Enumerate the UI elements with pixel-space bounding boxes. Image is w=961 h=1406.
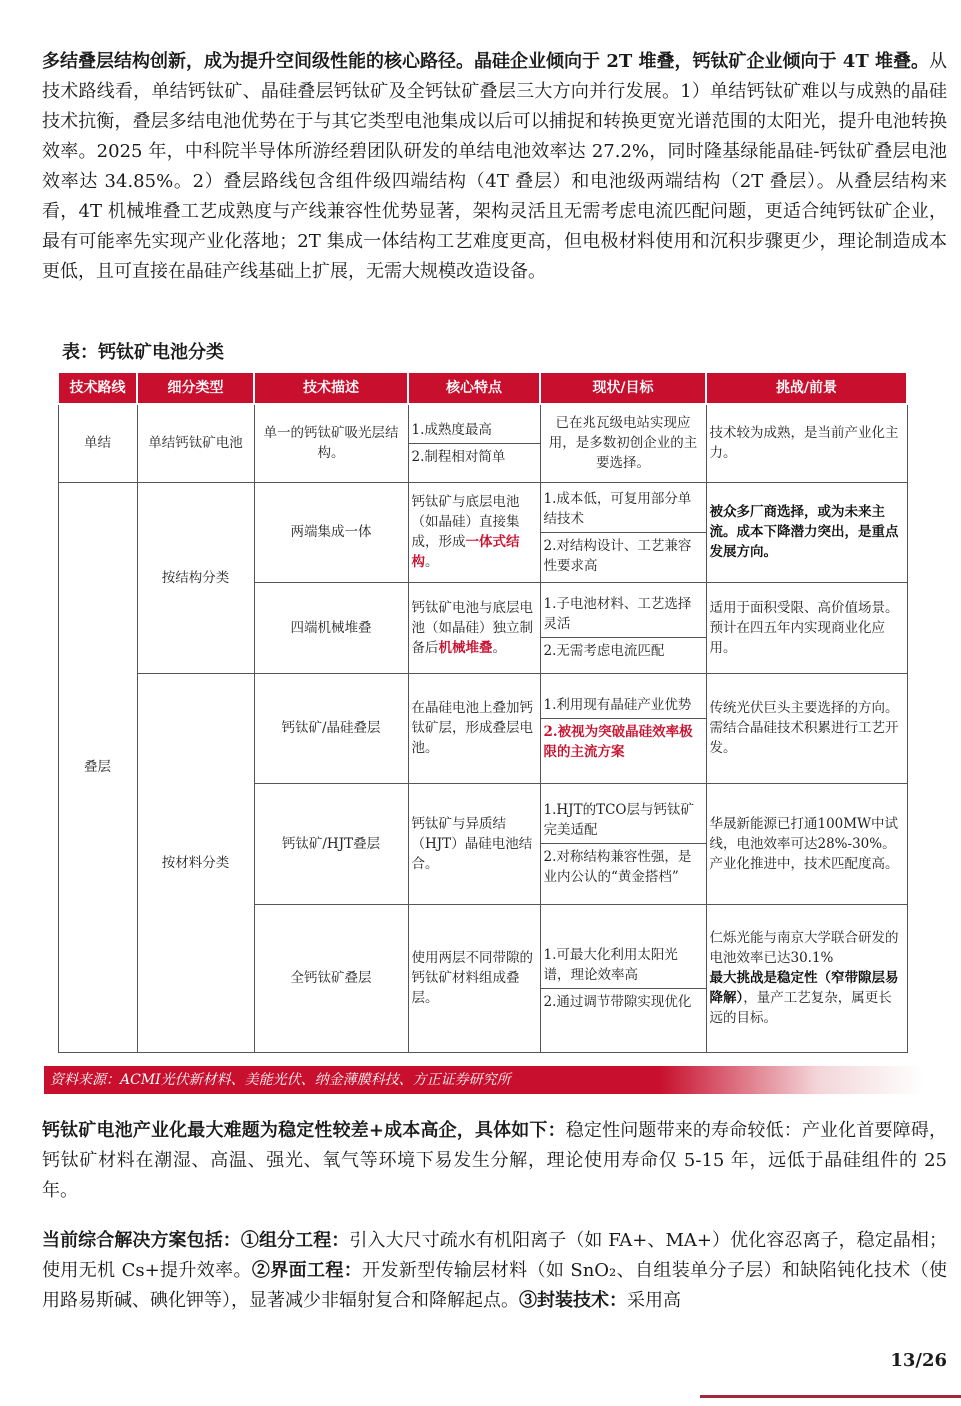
features-pero-si: [540, 673, 706, 783]
feature-1: 1.子电池材料、工艺选择灵活: [541, 591, 706, 638]
group-by-material: 按材料分类: [137, 673, 254, 1052]
feature-1: 1.成熟度最高: [409, 417, 540, 444]
type-pero-hjt: 钙钛矿/HJT叠层: [254, 783, 408, 904]
paragraph-stacking: [42, 47, 947, 287]
header-features: 核心特点: [408, 373, 540, 404]
features-four-terminal: [540, 582, 706, 673]
desc-highlight: 一体式结构: [411, 534, 520, 570]
footer-rule: [700, 1395, 961, 1398]
paragraph-challenges: [42, 1116, 947, 1206]
feature-2: 2.无需考虑电流匹配: [543, 643, 665, 659]
table-row-pero-si: [58, 673, 907, 783]
feature-1: 1.HJT的TCO层与钙钛矿完美适配: [541, 797, 706, 844]
challenge-highlight: 最大挑战是稳定性（窄带隙层易降解）: [709, 970, 899, 1006]
desc-text: 钙钛矿与底层电池（如晶硅）直接集成，形成: [411, 494, 520, 550]
features-pero-hjt: [540, 783, 706, 904]
desc-end: 。: [492, 639, 506, 656]
desc-four-terminal: [408, 582, 540, 673]
type-two-terminal: 两端集成一体: [254, 482, 408, 582]
desc-highlight: 机械堆叠: [438, 639, 493, 656]
perovskite-classification-table: [57, 373, 908, 1053]
feature-2: 2.通过调节带隙实现优化: [543, 993, 692, 1010]
status-single: 已在兆瓦级电站实现应用，是多数初创企业的主要选择。: [540, 404, 706, 482]
page-number: 13/26: [890, 1350, 947, 1371]
feature-2: 2.制程相对简单: [411, 448, 506, 465]
group-by-structure: 按结构分类: [137, 482, 254, 673]
challenge-end: ，量产工艺复杂，属更长远的目标。: [709, 990, 892, 1026]
header-subtype: 细分类型: [137, 373, 254, 404]
features-single: [408, 404, 540, 482]
features-all-pero: [540, 904, 706, 1052]
solution-text-2: 开发新型传输层材料（如 SnO₂、自组装单分子层）和缺陷钝化技术（使用路易斯碱、碘化钾等），显著减少非辐射复合和降解起点。: [42, 1260, 947, 1311]
paragraph-lead: 钙钛矿电池产业化最大难题为稳定性较差+成本高企，具体如下：: [42, 1120, 566, 1141]
type-single: 单结钙钛矿电池: [137, 404, 254, 482]
challenge-four-terminal: 适用于面积受限、高价值场景。预计在四五年内实现商业化应用。: [706, 582, 907, 673]
feature-1: 1.利用现有晶硅产业优势: [541, 692, 706, 719]
paragraph-lead: 当前综合解决方案包括：: [42, 1230, 241, 1251]
source-bar: 资料来源：ACMI光伏新材料、美能光伏、纳金薄膜科技、方正证券研究所: [44, 1066, 924, 1094]
header-challenge: 挑战/前景: [706, 373, 907, 404]
route-stack: 叠层: [58, 482, 137, 1052]
features-two-terminal: [540, 482, 706, 582]
feature-1: 1.可最大化利用太阳光谱，理论效率高: [541, 942, 706, 989]
table-header-row: [58, 373, 907, 404]
paragraph-lead: 多结叠层结构创新，成为提升空间级性能的核心路径。晶硅企业倾向于 2T 堆叠，钙钛矿企业倾向于 4T 堆叠。: [42, 51, 929, 72]
table-row-two-terminal: [58, 482, 907, 582]
header-route: 技术路线: [58, 373, 137, 404]
desc-pero-si: 在晶硅电池上叠加钙钛矿层，形成叠层电池。: [408, 673, 540, 783]
feature-2: 2.对结构设计、工艺兼容性要求高: [543, 537, 692, 574]
solution-text-3: 采用高: [627, 1290, 681, 1311]
desc-two-terminal: [408, 482, 540, 582]
type-four-terminal: 四端机械堆叠: [254, 582, 408, 673]
challenge-text: 仁烁光能与南京大学联合研发的电池效率已达30.1%: [709, 930, 899, 966]
solution-label-2: ②界面工程：: [251, 1260, 363, 1281]
table-row-single: [58, 404, 907, 482]
paragraph-body: 稳定性问题带来的寿命较低：产业化首要障碍，钙钛矿材料在潮湿、高温、强光、氧气等环境下易发生分解，理论使用寿命仅 5-15 年，远低于晶硅组件的 25 年。: [42, 1120, 947, 1201]
solution-label-1: ①组分工程：: [240, 1230, 350, 1251]
solution-label-3: ③封装技术：: [519, 1290, 627, 1311]
feature-2: 2.被视为突破晶硅效率极限的主流方案: [543, 723, 693, 760]
challenge-pero-si: 传统光伏巨头主要选择的方向。需结合晶硅技术积累进行工艺开发。: [706, 673, 907, 783]
desc-end: 。: [425, 554, 439, 570]
paragraph-solutions: [42, 1226, 947, 1316]
desc-pero-hjt: 钙钛矿与异质结（HJT）晶硅电池结合。: [408, 783, 540, 904]
solution-text-1: 引入大尺寸疏水有机阳离子（如 FA+、MA+）优化容忍离子，稳定晶相；使用无机 Cs+提升效率。: [42, 1230, 948, 1281]
table-title: 表：钙钛矿电池分类: [62, 342, 224, 363]
paragraph-body: 从技术路线看，单结钙钛矿、晶硅叠层钙钛矿及全钙钛矿叠层三大方向并行发展。1）单结钙钛矿难以与成熟的晶硅技术抗衡，叠层多结电池优势在于与其它类型电池集成以后可以捕捉和转换更宽光谱范围的太阳光，提升电池转换效率。2025 年，中科院半导体所游经碧团队研发的单结电池效率达 27.2%，同时隆基绿能晶硅-钙钛矿叠层电池效率达 34.85%。2）叠层路线包含组件级四端结构（4T 叠层）和电池级两端结构（2T 叠层）。从叠层结构来看，4T 机械堆叠工艺成熟度与产线兼容性优势显著，架构灵活且无需考虑电流匹配问题，更适合纯钙钛矿企业，最有可能率先实现产业化落地；2T 集成一体结构工艺难度更高，但电极材料使用和沉积步骤更少，理论制造成本更低，且可直接在晶硅产线基础上扩展，无需大规模改造设备。: [42, 51, 947, 282]
type-pero-si: 钙钛矿/晶硅叠层: [254, 673, 408, 783]
challenge-single: 技术较为成熟，是当前产业化主力。: [706, 404, 907, 482]
header-status: 现状/目标: [540, 373, 706, 404]
challenge-pero-hjt: 华晟新能源已打通100MW中试线，电池效率可达28%-30%。产业化推进中，技术匹配度高。: [706, 783, 907, 904]
challenge-two-terminal: 被众多厂商选择，或为未来主流。成本下降潜力突出，是重点发展方向。: [706, 482, 907, 582]
desc-text: 钙钛矿电池与底层电池（如晶硅）独立制备后: [411, 599, 533, 656]
type-all-pero: 全钙钛矿叠层: [254, 904, 408, 1052]
desc-single: 单一的钙钛矿吸光层结构。: [254, 404, 408, 482]
feature-2: 2.对称结构兼容性强，是业内公认的“黄金搭档”: [543, 849, 692, 885]
route-single: 单结: [58, 404, 137, 482]
challenge-all-pero: [706, 904, 907, 1052]
desc-all-pero: 使用两层不同带隙的钙钛矿材料组成叠层。: [408, 904, 540, 1052]
header-description: 技术描述: [254, 373, 408, 404]
feature-1: 1.成本低，可复用部分单结技术: [541, 486, 706, 533]
